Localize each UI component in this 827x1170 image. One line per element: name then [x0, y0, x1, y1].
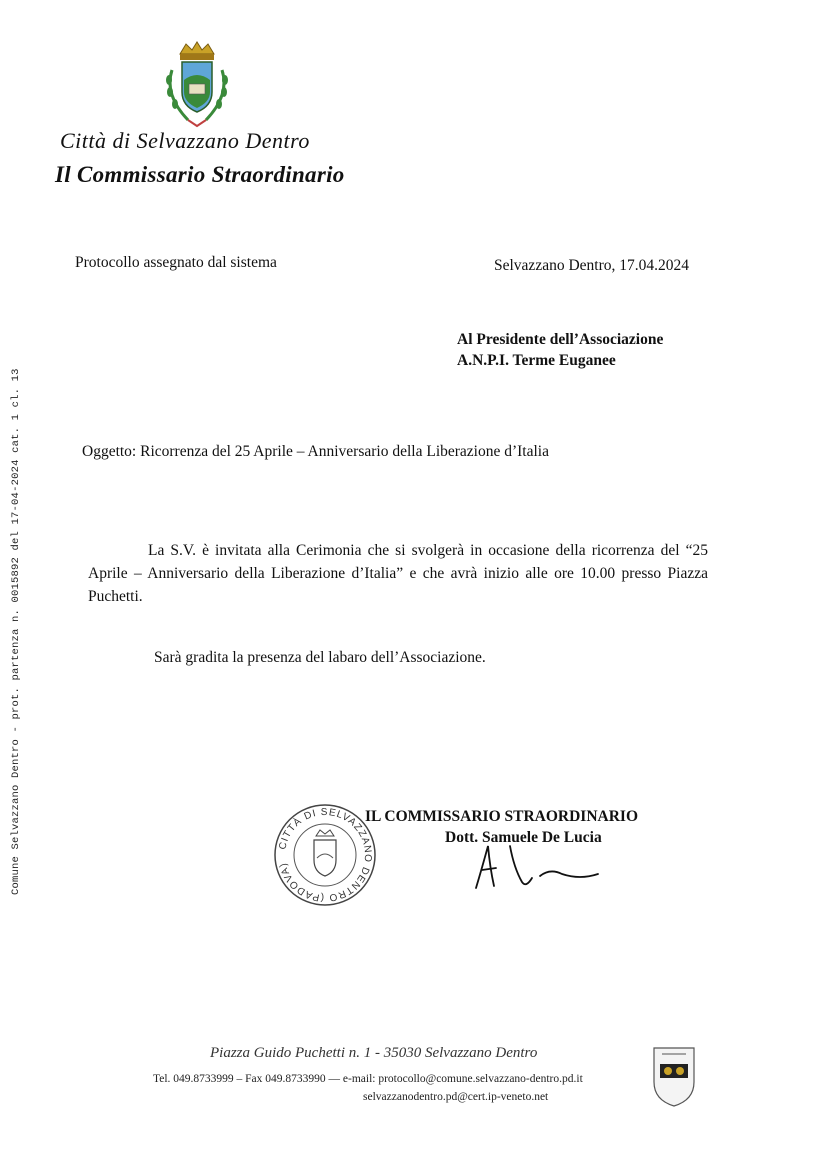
body-paragraph-2: Sarà gradita la presenza del labaro dell’Associazione.: [154, 649, 486, 666]
recipient-line-1: Al Presidente dell’Associazione: [457, 331, 664, 348]
body-paragraph-1: La S.V. è invitata alla Cerimonia che si svolgerà in occasione della ricorrenza del “25 Aprile – Anniversario della Liberazione d’Italia” e che avrà inizio alle ore 10.00 presso Piazza Puchetti.: [88, 542, 708, 605]
footer-contacts: Tel. 049.8733999 – Fax 049.8733990 — e-mail: protocollo@comune.selvazzano-dentro.pd.it: [153, 1073, 583, 1085]
certification-badge-icon: [650, 1042, 698, 1108]
handwritten-signature-icon: [470, 838, 620, 898]
signatory-name: Dott. Samuele De Lucia: [445, 829, 602, 846]
recipient-line-2: A.N.P.I. Terme Euganee: [457, 352, 616, 369]
place-date: Selvazzano Dentro, 17.04.2024: [494, 257, 689, 274]
municipal-crest-icon: [158, 40, 236, 130]
protocol-side-stamp: Comune Selvazzano Dentro - prot. partenza n. 0015892 del 17-04-2024 cat. 1 cl. 13: [10, 368, 22, 895]
svg-text:CITTÀ DI SELVAZZANO DENTRO (PA: [277, 807, 373, 903]
office-title: Il Commissario Straordinario: [55, 162, 345, 187]
municipal-seal-icon: [270, 800, 380, 910]
city-name: Città di Selvazzano Dentro: [60, 128, 310, 153]
signatory-title: IL COMMISSARIO STRAORDINARIO: [365, 808, 639, 825]
subject-line: Oggetto: Ricorrenza del 25 Aprile – Anniversario della Liberazione d’Italia: [82, 443, 549, 460]
protocol-note: Protocollo assegnato dal sistema: [75, 254, 277, 271]
footer-pec-email: selvazzanodentro.pd@cert.ip-veneto.net: [363, 1091, 549, 1103]
seal-text: CITTÀ DI SELVAZZANO DENTRO (PADOVA): [277, 806, 374, 904]
footer-address: Piazza Guido Puchetti n. 1 - 35030 Selvazzano Dentro: [210, 1045, 538, 1061]
